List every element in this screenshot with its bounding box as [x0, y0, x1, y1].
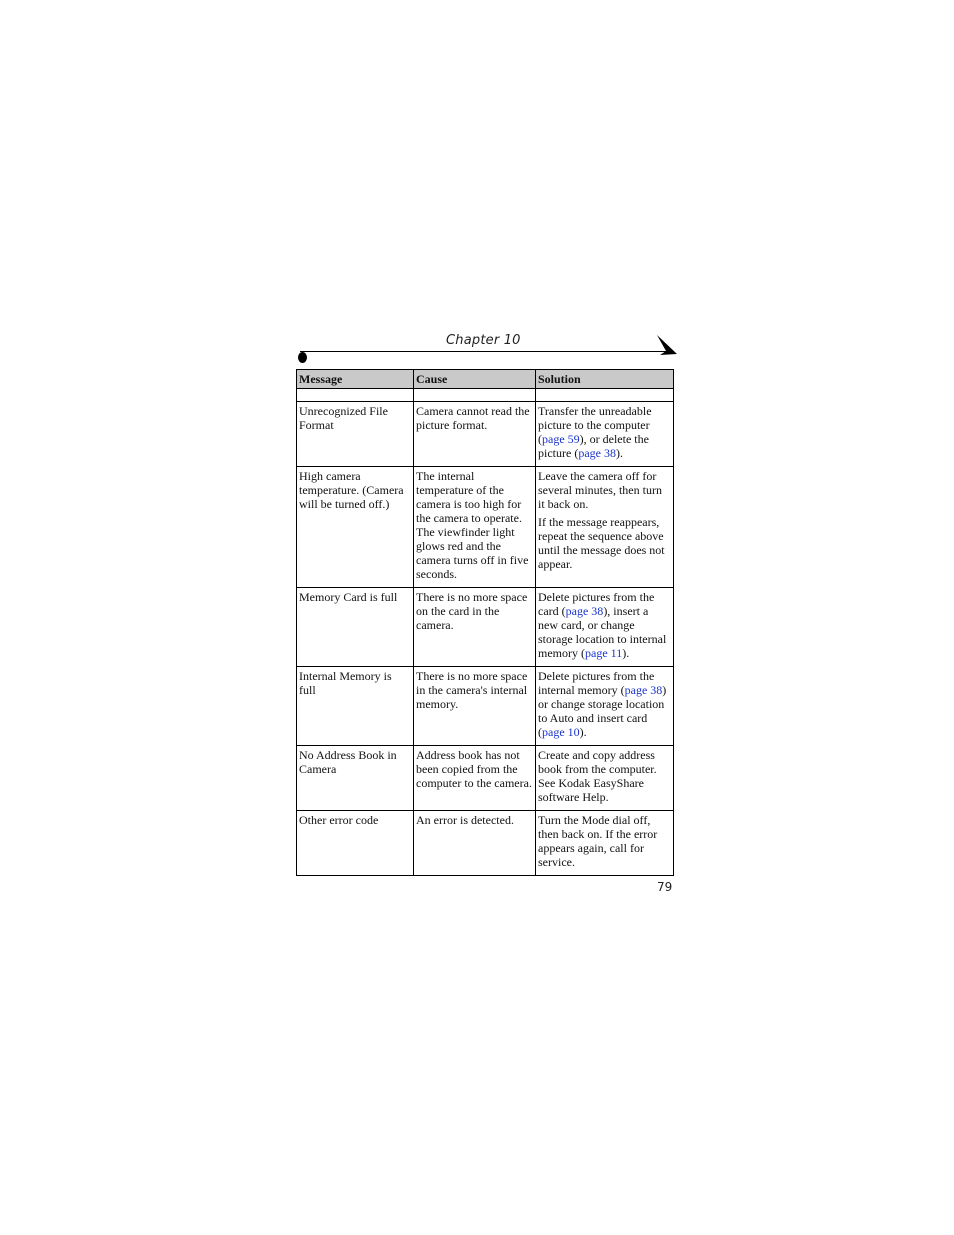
cell-cause: There is no more space on the card in the camera.	[414, 588, 536, 667]
solution-text: Delete pictures from the internal memory (	[538, 669, 655, 697]
solution-paragraph	[538, 469, 671, 511]
solution-text: Create and copy address book from the computer. See Kodak EasyShare software Help.	[538, 748, 657, 804]
column-header-solution: Solution	[536, 370, 674, 389]
solution-text: If the message reappears, repeat the sequence above until the message does not appear.	[538, 515, 665, 571]
solution-paragraph	[538, 748, 671, 804]
cell-solution	[536, 588, 674, 667]
table-header-spacer	[297, 389, 674, 402]
page-reference-link[interactable]: page 38	[565, 604, 604, 618]
solution-paragraph	[538, 404, 671, 460]
solution-paragraph	[538, 590, 671, 660]
solution-text: ) or change storage location to Auto and insert card (	[538, 683, 667, 739]
cell-message: High camera temperature. (Camera will be turned off.)	[297, 467, 414, 588]
solution-text: ), insert a new card, or change storage location to internal memory (	[538, 604, 667, 660]
solution-paragraph	[538, 669, 671, 739]
solution-text: ).	[615, 446, 623, 460]
page-reference-link[interactable]: page 10	[542, 725, 580, 739]
table-row	[297, 588, 674, 667]
solution-text: ).	[622, 646, 630, 660]
solution-paragraph	[538, 515, 671, 571]
column-header-cause: Cause	[414, 370, 536, 389]
table-row	[297, 667, 674, 746]
solution-paragraph	[538, 813, 671, 869]
cell-solution	[536, 402, 674, 467]
cell-message: Other error code	[297, 811, 414, 876]
solution-text: Delete pictures from the card (	[538, 590, 655, 618]
cell-message: Unrecognized File Format	[297, 402, 414, 467]
page-reference-link[interactable]: page 11	[585, 646, 623, 660]
cell-solution	[536, 746, 674, 811]
cell-message: No Address Book in Camera	[297, 746, 414, 811]
solution-text: Transfer the unreadable picture to the computer (	[538, 404, 652, 446]
table-row	[297, 811, 674, 876]
cell-solution	[536, 667, 674, 746]
solution-text: ), or delete the picture (	[538, 432, 649, 460]
page-reference-link[interactable]: page 59	[542, 432, 580, 446]
cell-message: Internal Memory is full	[297, 667, 414, 746]
table-row	[297, 746, 674, 811]
chapter-title: Chapter 10	[446, 333, 521, 348]
header-arrow-icon	[656, 334, 678, 356]
table-row	[297, 467, 674, 588]
header-dot-icon	[298, 352, 307, 363]
table-row	[297, 402, 674, 467]
cell-cause: There is no more space in the camera's internal memory.	[414, 667, 536, 746]
error-message-table-container	[296, 369, 673, 876]
solution-text: Leave the camera off for several minutes, then turn it back on.	[538, 469, 662, 511]
chapter-header	[296, 330, 678, 364]
cell-cause: Address book has not been copied from the computer to the camera.	[414, 746, 536, 811]
error-message-table	[296, 369, 674, 876]
column-header-message: Message	[297, 370, 414, 389]
page-reference-link[interactable]: page 38	[624, 683, 663, 697]
cell-message: Memory Card is full	[297, 588, 414, 667]
cell-cause: Camera cannot read the picture format.	[414, 402, 536, 467]
solution-text: ).	[579, 725, 587, 739]
page-number: 79	[657, 880, 673, 894]
cell-solution	[536, 811, 674, 876]
solution-text: Turn the Mode dial off, then back on. If the error appears again, call for service.	[538, 813, 658, 869]
cell-cause: The internal temperature of the camera is too high for the camera to operate. The viewfinder light glows red and the camera turns off in five seconds.	[414, 467, 536, 588]
header-rule	[300, 351, 668, 352]
cell-solution	[536, 467, 674, 588]
cell-cause: An error is detected.	[414, 811, 536, 876]
table-body	[297, 389, 674, 876]
page-reference-link[interactable]: page 38	[578, 446, 616, 460]
table-header-row	[297, 370, 674, 389]
